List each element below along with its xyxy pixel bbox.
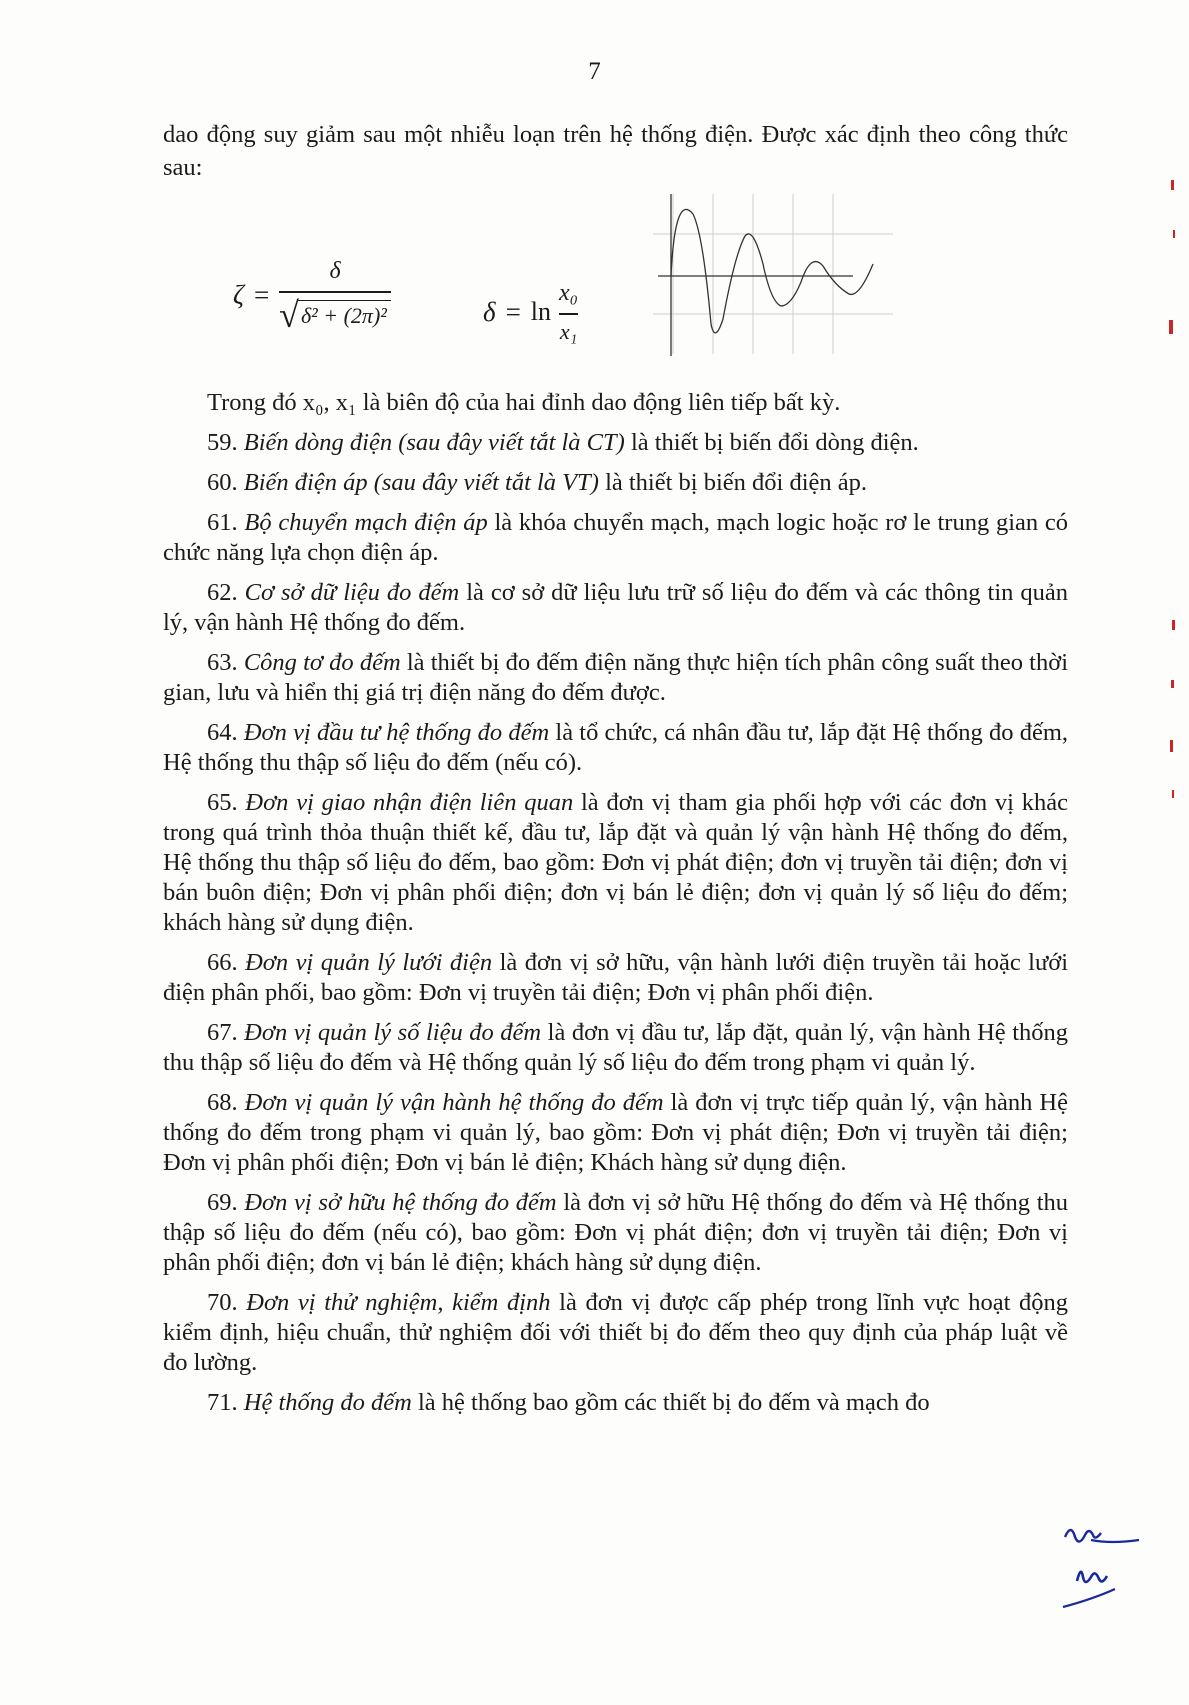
intro-paragraph: dao động suy giảm sau một nhiễu loạn trên hệ thống điện. Được xác định theo công thức sau: (163, 121, 1068, 181)
fraction-denominator: x₁ (559, 318, 578, 344)
list-item: 71. Hệ thống đo đếm là hệ thống bao gồm các thiết bị đo đếm và mạch đo (207, 1389, 930, 1416)
fraction-numerator: δ (329, 258, 341, 284)
list-item: 59. Biến dòng điện (sau đây viết tắt là CT) là thiết bị biến đổi dòng điện. (207, 429, 919, 456)
zeta-symbol: ζ (233, 279, 244, 310)
list-item: 69. Đơn vị sở hữu hệ thống đo đếm là đơn vị sở hữu Hệ thống đo đếm và Hệ thống thu thập số liệu đo đếm (nếu có), bao gồm: Đơn vị phát điện; đơn vị truyền tải điện; Đơn vị phân phối điện; đơn vị bán lẻ điện; khách hàng sử dụng điện. (163, 1189, 1069, 1276)
list-item: 63. Công tơ đo đếm là thiết bị đo đếm điện năng thực hiện tích phân công suất theo thời gian, lưu và hiển thị giá trị điện năng đo đếm được. (163, 649, 1069, 706)
sqrt-radicand: δ² + (2π)² (297, 300, 391, 329)
fraction (279, 258, 391, 333)
list-item: 70. Đơn vị thử nghiệm, kiểm định là đơn vị được cấp phép trong lĩnh vực hoạt động kiểm định, hiệu chuẩn, thử nghiệm đối với thiết bị đo đếm theo quy định của pháp luật về đo lường. (163, 1289, 1068, 1376)
scan-edge-marks (1159, 0, 1189, 900)
list-item: 61. Bộ chuyển mạch điện áp là khóa chuyển mạch, mạch logic hoặc rơ le trung gian có chức năng lựa chọn điện áp. (163, 509, 1069, 566)
log-decrement-formula (483, 280, 578, 345)
list-item: 68. Đơn vị quản lý vận hành hệ thống đo đếm là đơn vị trực tiếp quản lý, vận hành Hệ thống đo đếm trong phạm vi quản lý, bao gồm: Đơn vị phát điện; Đơn vị truyền tải điện; Đơn vị phân phối điện; Đơn vị bán lẻ điện; Khách hàng sử dụng điện. (163, 1089, 1068, 1176)
list-item: 60. Biến điện áp (sau đây viết tắt là VT) là thiết bị biến đổi điện áp. (207, 469, 868, 496)
list-item: 65. Đơn vị giao nhận điện liên quan là đơn vị tham gia phối hợp với các đơn vị khác trong quá trình thỏa thuận thiết kế, đầu tư, lắp đặt và quản lý vận hành Hệ thống đo đếm, Hệ thống thu thập số liệu đo đếm, bao gồm: Đơn vị phát điện; đơn vị truyền tải điện; đơn vị bán buôn điện; Đơn vị phân phối điện; đơn vị bán lẻ điện; đơn vị quản lý số liệu đo đếm; khách hàng sử dụng điện. (163, 789, 1069, 936)
sketch-grid (653, 194, 893, 354)
formula-block (163, 184, 1068, 384)
handwritten-initials-signature (1055, 1515, 1175, 1625)
list-item: 67. Đơn vị quản lý số liệu đo đếm là đơn vị đầu tư, lắp đặt, quản lý, vận hành Hệ thống thu thập số liệu đo đếm và Hệ thống quản lý số liệu đo đếm trong phạm vi quản lý. (163, 1019, 1069, 1076)
definition-note: Trong đó x₀, x₁ là biên độ của hai đỉnh dao động liên tiếp bất kỳ. (207, 389, 841, 416)
delta-symbol: δ (483, 296, 496, 327)
equals-sign: = (253, 279, 270, 310)
list-item: 64. Đơn vị đầu tư hệ thống đo đếm là tổ chức, cá nhân đầu tư, lắp đặt Hệ thống đo đếm, Hệ thống thu thập số liệu đo đếm (nếu có). (163, 719, 1069, 776)
list-item: 62. Cơ sở dữ liệu đo đếm là cơ sở dữ liệu lưu trữ số liệu đo đếm và các thông tin quản lý, vận hành Hệ thống đo đếm. (163, 579, 1068, 636)
document-body (163, 118, 1068, 1428)
fraction-numerator: x₀ (559, 280, 579, 306)
page-number: 7 (588, 58, 601, 85)
list-item: 66. Đơn vị quản lý lưới điện là đơn vị sở hữu, vận hành lưới điện truyền tải hoặc lưới điện phân phối, bao gồm: Đơn vị truyền tải điện; Đơn vị phân phối điện. (163, 949, 1069, 1006)
damping-ratio-formula (233, 258, 391, 333)
ln-operator: ln (530, 297, 552, 327)
equals-sign: = (505, 296, 521, 327)
fraction-denominator (279, 293, 391, 333)
damped-oscillation-sketch (653, 194, 893, 359)
fraction (559, 280, 578, 345)
sqrt-icon: √ (279, 294, 299, 335)
